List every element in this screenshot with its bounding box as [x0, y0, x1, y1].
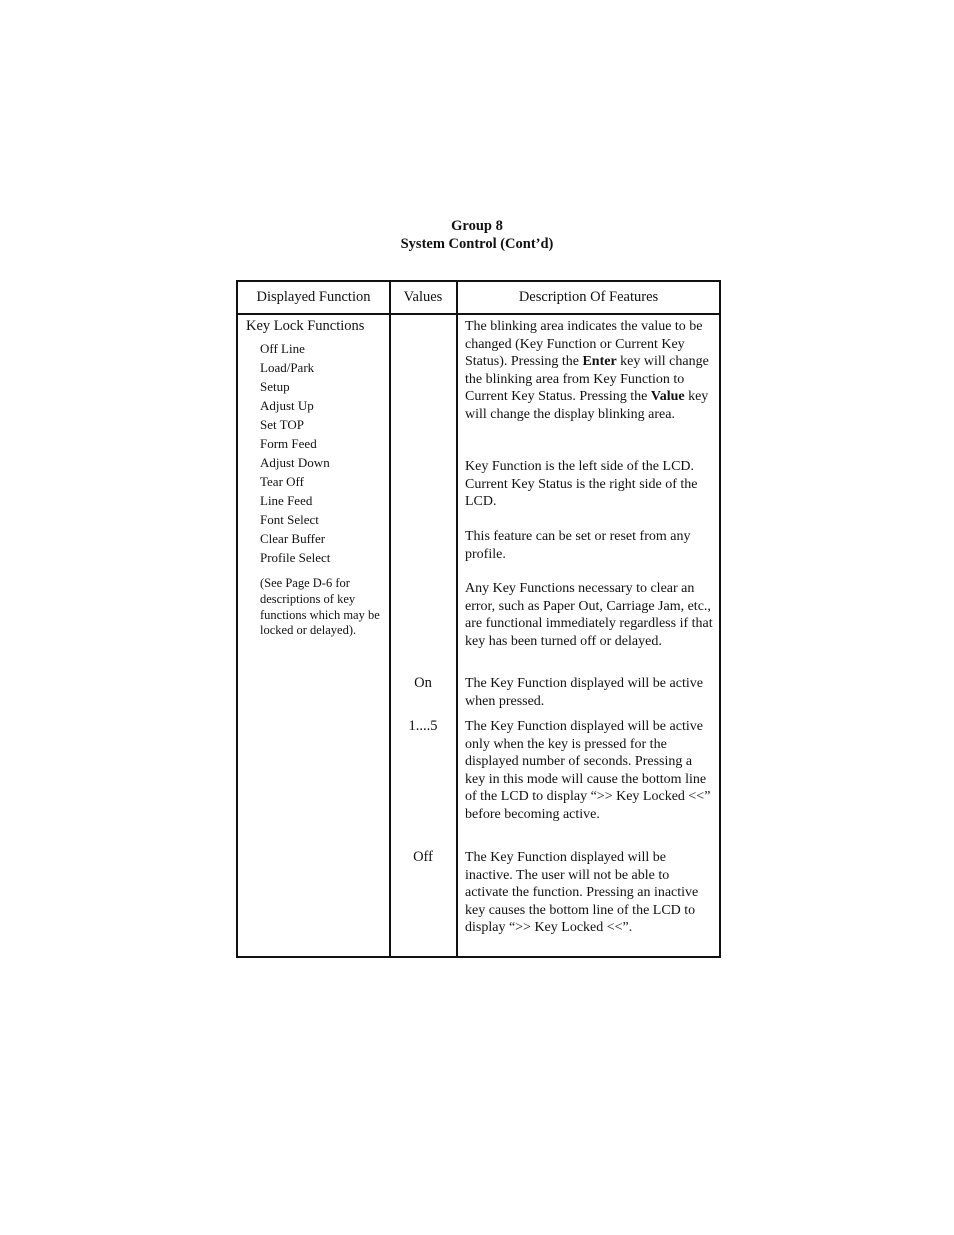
description-lcd-sides: Key Function is the left side of the LCD. Current Key Status is the right side of the LCD.: [465, 459, 698, 509]
description-error-keys: Any Key Functions necessary to clear an error, such as Paper Out, Carriage Jam, etc., are functional immediately regardless if that key has been turned off or delayed.: [465, 581, 713, 649]
key-function-item: Line Feed: [260, 493, 313, 508]
key-function-item: Set TOP: [260, 417, 304, 432]
key-lock-functions-title: Key Lock Functions: [246, 318, 365, 334]
description-text: The blinking area indicates the value to be changed (Key Function or Current Key Status). Pressing the: [465, 319, 703, 369]
key-function-item: Tear Off: [260, 474, 304, 489]
description-intro: [465, 318, 713, 423]
value-on: On: [414, 675, 432, 691]
system-control-table: [236, 280, 721, 958]
header-description: Description Of Features: [518, 289, 659, 305]
column-divider: [456, 282, 458, 956]
header-divider: [238, 313, 719, 315]
enter-key-term: Enter: [582, 354, 617, 369]
description-profile: This feature can be set or reset from any profile.: [465, 529, 691, 562]
key-function-item: Load/Park: [260, 360, 315, 375]
group-title: Group 8: [451, 218, 503, 234]
page-heading: [0, 217, 954, 253]
value-range: 1....5: [408, 718, 438, 734]
key-function-item: Off Line: [260, 341, 305, 356]
description-text: key will change the blinking area from Key Function to Current Key Status. Pressing the: [465, 354, 709, 404]
header-values: Values: [403, 289, 443, 305]
header-displayed-function: Displayed Function: [256, 289, 371, 305]
value-off: Off: [413, 849, 433, 865]
value-key-term: Value: [650, 389, 685, 404]
key-function-item: Adjust Down: [260, 455, 330, 470]
key-functions-note: (See Page D-6 for descriptions of key functions which may be locked or delayed).: [260, 576, 380, 638]
key-function-item: Adjust Up: [260, 398, 314, 413]
key-function-item: Form Feed: [260, 436, 317, 451]
key-function-item: Setup: [260, 379, 290, 394]
key-function-item: Font Select: [260, 512, 319, 527]
description-text: key will change the display blinking area.: [465, 389, 709, 422]
description-off: The Key Function displayed will be inactive. The user will not be able to activate the function. Pressing an inactive key causes the bottom line of the LCD to display “>> Key Locked <<”.: [465, 850, 699, 935]
description-on: The Key Function displayed will be active when pressed.: [465, 676, 703, 709]
section-title: System Control (Cont’d): [400, 236, 554, 252]
key-function-item: Clear Buffer: [260, 531, 326, 546]
key-function-item: Profile Select: [260, 550, 331, 565]
description-range: The Key Function displayed will be active only when the key is pressed for the displayed number of seconds. Pressing a key in this mode will cause the bottom line of the LCD to display “>> Key Locked <<” before becoming active.: [465, 719, 711, 822]
